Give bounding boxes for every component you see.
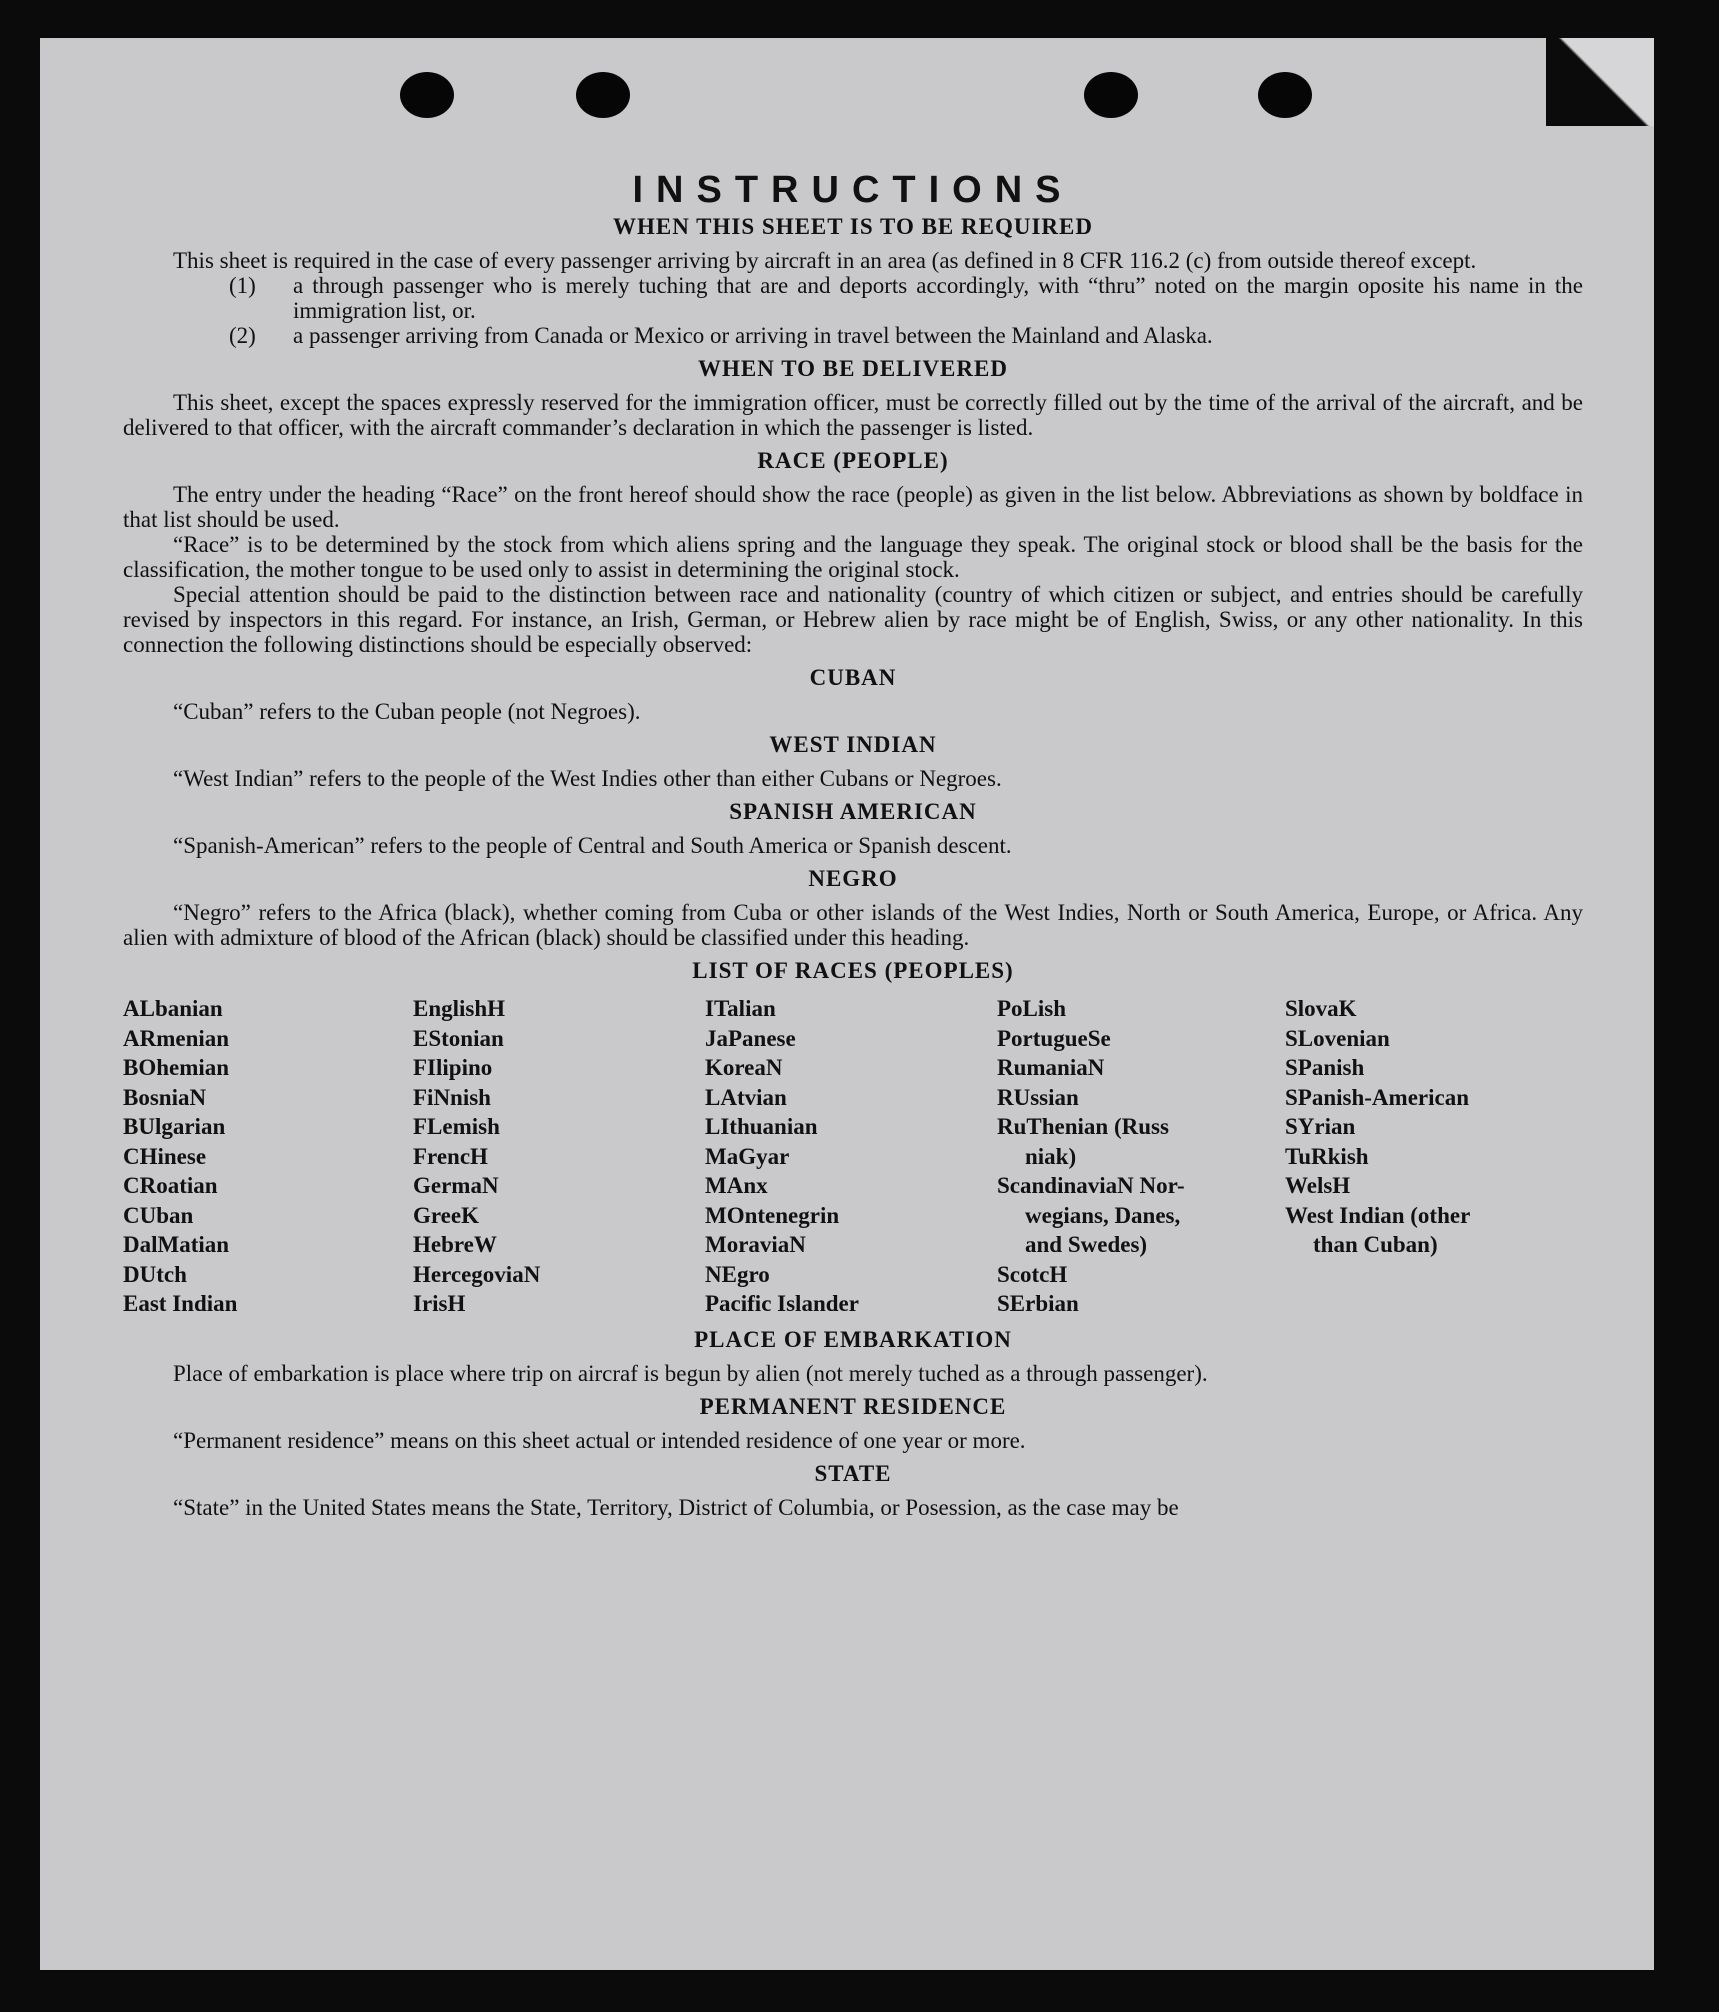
heading-when-delivered: WHEN TO BE DELIVERED [698,356,1008,381]
race-entry: CUban [123,1202,194,1228]
exception-item [123,273,1583,323]
race-entry: NEgro [705,1261,770,1287]
race-entry: HercegoviaN [413,1261,541,1287]
race-entry: BUlgarian [123,1114,226,1139]
race-entry: than Cuban) [1313,1232,1438,1257]
race-entry: GreeK [413,1202,479,1228]
race-entry: MOntenegrin [705,1202,840,1228]
heading-race: RACE (PEOPLE) [757,448,949,473]
races-column [705,994,997,1319]
races-list [123,994,1583,1319]
instructions-content [123,168,1583,1520]
heading-state: STATE [814,1460,892,1486]
race-entry: RUssian [997,1084,1079,1110]
race-entry: KoreaN [705,1055,783,1080]
when-delivered-text: This sheet, except the spaces expressly reserved for the immigration officer, must be correctly filled out by the time of the arrival of the aircraft, and be delivered to that officer, with the aircraft commander’s declaration in which the passenger is listed. [123,390,1583,440]
race-entry: HebreW [413,1232,497,1257]
race-paragraph: Special attention should be paid to the distinction between race and nationality (country of which citizen or subject, and entries should be carefully revised by inspectors in this regard. For instance, an Irish, German, or Hebrew alien by race might be of English, Swiss, or any other nationality. In this connection the following distinctions should be especially observed: [123,582,1583,657]
race-entry: FrencH [413,1143,488,1169]
race-entry: East Indian [123,1291,238,1316]
heading-cuban: CUBAN [809,665,897,690]
race-entry: RumaniaN [997,1055,1105,1080]
race-entry: ScandinaviaN Nor- [997,1173,1185,1198]
race-entry: PoLish [997,996,1067,1021]
races-column [123,994,413,1319]
race-entry: ITalian [705,996,776,1021]
spanish-american-text: “Spanish-American” refers to the people of Central and South America or Spanish descent. [173,833,1012,858]
race-entry: FLemish [413,1114,500,1139]
heading-embarkation: PLACE OF EMBARKATION [694,1326,1012,1352]
race-entry: LAtvian [705,1084,787,1110]
embarkation-text: Place of embarkation is place where trip on aircraf is begun by alien (not merely tuched as a through passenger). [173,1360,1208,1386]
document-page [40,38,1654,1970]
when-required-intro: This sheet is required in the case of every passenger arriving by aircraft in an area (as defined in 8 CFR 116.2 (c) from outside thereof except. [173,248,1477,273]
race-entry: MoraviaN [705,1232,806,1257]
race-entry: CRoatian [123,1173,218,1198]
races-column [997,994,1285,1319]
race-entry: West Indian (other [1285,1202,1471,1228]
race-entry: WelsH [1285,1173,1351,1198]
punch-hole [1084,72,1138,118]
race-entry: ScotcH [997,1261,1068,1287]
race-entry: SYrian [1285,1114,1356,1139]
heading-spanish-american: SPANISH AMERICAN [729,799,977,824]
exception-text: a through passenger who is merely tuching that are and deports accordingly, with “thru” noted on the margin oposite his name in the immigration list, or. [293,273,1583,323]
race-entry: BosniaN [123,1084,207,1110]
heading-west-indian: WEST INDIAN [769,732,937,757]
race-entry: BOhemian [123,1055,230,1080]
exception-item [123,323,1583,348]
race-entry: SPanish [1285,1055,1365,1080]
race-entry: DalMatian [123,1232,230,1257]
cuban-text: “Cuban” refers to the Cuban people (not Negroes). [173,699,641,724]
race-paragraph: “Race” is to be determined by the stock from which aliens spring and the language they speak. The original stock or blood shall be the basis for the classification, the mother tongue to be used only to assist in determining the original stock. [123,532,1583,582]
negro-text: “Negro” refers to the Africa (black), whether coming from Cuba or other islands of the West Indies, North or South America, Europe, or Africa. Any alien with admixture of blood of the African (black) should be classified under this heading. [123,900,1583,950]
race-entry: ARmenian [123,1025,230,1051]
race-entry: EStonian [413,1025,504,1051]
race-entry: SLovenian [1285,1025,1390,1051]
race-entry: niak) [1025,1143,1077,1169]
race-entry: RuThenian (Russ [997,1114,1169,1139]
race-entry: FiNnish [413,1084,491,1110]
punch-hole [400,72,454,118]
race-entry: MAnx [705,1173,768,1198]
race-entry: CHinese [123,1143,207,1169]
race-entry: SErbian [997,1291,1079,1316]
race-entry: wegians, Danes, [1025,1202,1181,1228]
race-entry: SlovaK [1285,996,1357,1021]
race-entry: JaPanese [705,1025,796,1051]
race-entry: IrisH [413,1291,466,1316]
race-entry: GermaN [413,1173,499,1198]
race-paragraph: The entry under the heading “Race” on the front hereof should show the race (people) as given in the list below. Abbreviations as shown by boldface in that list should be used. [123,482,1583,532]
heading-when-required: WHEN THIS SHEET IS TO BE REQUIRED [613,214,1093,239]
page-title: INSTRUCTIONS [632,169,1074,211]
west-indian-text: “West Indian” refers to the people of the West Indies other than either Cubans or Negroes. [173,766,1002,791]
heading-list-of-races: LIST OF RACES (PEOPLES) [692,958,1014,983]
heading-negro: NEGRO [808,866,898,891]
race-entry: DUtch [123,1261,187,1287]
races-column [1285,994,1583,1319]
residence-text: “Permanent residence” means on this sheet actual or intended residence of one year or more. [173,1427,1026,1453]
race-entry: SPanish-American [1285,1084,1469,1110]
race-entry: FIlipino [413,1055,493,1080]
race-entry: MaGyar [705,1143,790,1169]
exception-number: (1) [229,273,256,298]
punch-hole [1258,72,1312,118]
race-entry: EnglishH [413,996,506,1021]
races-column [413,994,705,1319]
exception-number: (2) [229,323,256,348]
state-text: “State” in the United States means the State, Territory, District of Columbia, or Posession, as the case may be [173,1494,1179,1520]
race-entry: and Swedes) [1025,1232,1148,1257]
heading-residence: PERMANENT RESIDENCE [699,1393,1007,1419]
race-entry: PortugueSe [997,1025,1111,1051]
race-entry: Pacific Islander [705,1291,859,1316]
race-entry: ALbanian [123,996,223,1021]
race-entry: LIthuanian [705,1114,818,1139]
race-entry: TuRkish [1285,1143,1369,1169]
exception-text: a passenger arriving from Canada or Mexico or arriving in travel between the Mainland and Alaska. [293,323,1213,348]
punch-hole [576,72,630,118]
